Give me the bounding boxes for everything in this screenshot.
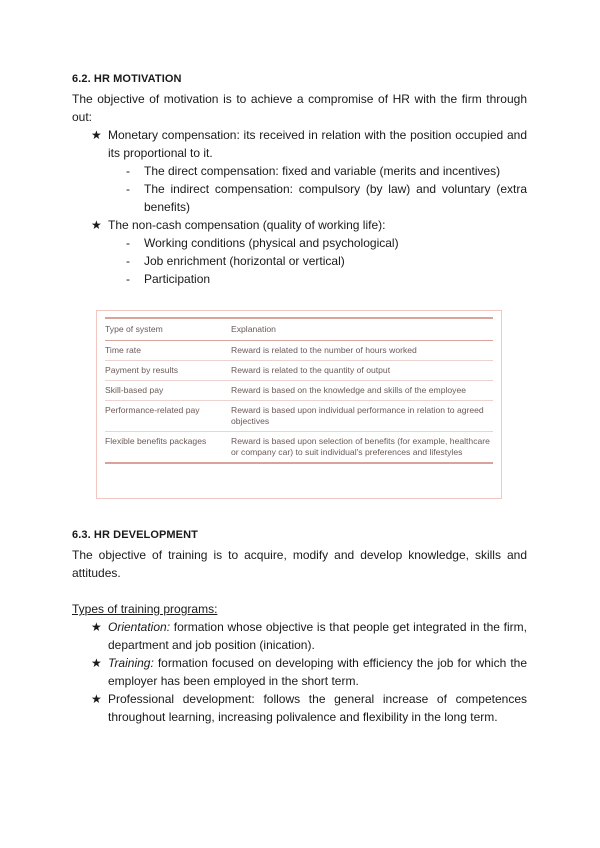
table-header-row xyxy=(105,318,493,341)
list-item xyxy=(72,690,527,726)
list-item-text: formation whose objective is that people get integrated in the firm, department and job position (inication). xyxy=(108,620,527,652)
sub-list-item-text: Working conditions (physical and psychological) xyxy=(144,236,399,250)
star-icon: ★ xyxy=(91,128,102,142)
list-item-term: Training: xyxy=(108,656,154,670)
sub-list xyxy=(108,162,527,216)
dash-icon: - xyxy=(126,164,130,178)
table-cell: Reward is based upon selection of benefits (for example, healthcare or company car) to suit individual's preferences and lifestyles xyxy=(231,432,493,464)
list-item xyxy=(72,126,527,216)
table-cell: Skill-based pay xyxy=(105,381,231,401)
sub-list-item-text: The indirect compensation: compulsory (by law) and voluntary (extra benefits) xyxy=(144,182,527,214)
section-hr-motivation xyxy=(72,72,527,288)
list-item-term: Orientation: xyxy=(108,620,171,634)
dash-icon: - xyxy=(126,272,130,286)
sub-list-item xyxy=(108,162,527,180)
training-types-list xyxy=(72,618,527,726)
list-item-text: The non-cash compensation (quality of working life): xyxy=(108,218,386,232)
heading-hr-development: 6.3. HR DEVELOPMENT xyxy=(72,529,198,541)
list-item-text: Professional development: follows the general increase of competences throughout learning, increasing polivalence and flexibility in the long term. xyxy=(108,692,527,724)
dash-icon: - xyxy=(126,254,130,268)
table-row xyxy=(105,401,493,432)
development-intro: The objective of training is to acquire, modify and develop knowledge, skills and attitudes. xyxy=(72,548,527,580)
sub-list-item-text: The direct compensation: fixed and variable (merits and incentives) xyxy=(144,164,501,178)
table-row xyxy=(105,381,493,401)
motivation-list xyxy=(72,126,527,288)
table-row xyxy=(105,341,493,361)
table-cell: Reward is based on the knowledge and skills of the employee xyxy=(231,381,493,401)
table-cell: Performance-related pay xyxy=(105,401,231,432)
table-cell: Reward is related to the quantity of output xyxy=(231,361,493,381)
sub-list-item xyxy=(108,234,527,252)
table-cell: Reward is related to the number of hours worked xyxy=(231,341,493,361)
reward-systems-table-figure xyxy=(96,310,502,499)
sub-list xyxy=(108,234,527,288)
table-header-explanation: Explanation xyxy=(231,318,493,341)
list-item xyxy=(72,618,527,654)
sub-list-item xyxy=(108,180,527,216)
table-cell: Reward is based upon individual performance in relation to agreed objectives xyxy=(231,401,493,432)
sub-list-item-text: Participation xyxy=(144,272,211,286)
table-row xyxy=(105,361,493,381)
star-icon: ★ xyxy=(91,692,102,706)
sub-list-item xyxy=(108,270,527,288)
star-icon: ★ xyxy=(91,656,102,670)
table-cell: Time rate xyxy=(105,341,231,361)
motivation-intro: The objective of motivation is to achieve a compromise of HR with the firm through out: xyxy=(72,92,527,124)
table-cell: Payment by results xyxy=(105,361,231,381)
table-cell: Flexible benefits packages xyxy=(105,432,231,464)
star-icon: ★ xyxy=(91,620,102,634)
table-row xyxy=(105,432,493,464)
reward-systems-table xyxy=(105,317,493,464)
list-item-text: Monetary compensation: its received in relation with the position occupied and its proportional to it. xyxy=(108,128,527,160)
list-item xyxy=(72,654,527,690)
dash-icon: - xyxy=(126,236,130,250)
star-icon: ★ xyxy=(91,218,102,232)
sub-list-item-text: Job enrichment (horizontal or vertical) xyxy=(144,254,345,268)
list-item-text: formation focused on developing with efficiency the job for which the employer has been employed in the short term. xyxy=(108,656,527,688)
list-item xyxy=(72,216,527,288)
heading-hr-motivation: 6.2. HR MOTIVATION xyxy=(72,73,182,85)
training-types-title: Types of training programs: xyxy=(72,602,218,616)
dash-icon: - xyxy=(126,182,130,196)
table-header-type: Type of system xyxy=(105,318,231,341)
section-hr-development xyxy=(72,528,527,726)
sub-list-item xyxy=(108,252,527,270)
